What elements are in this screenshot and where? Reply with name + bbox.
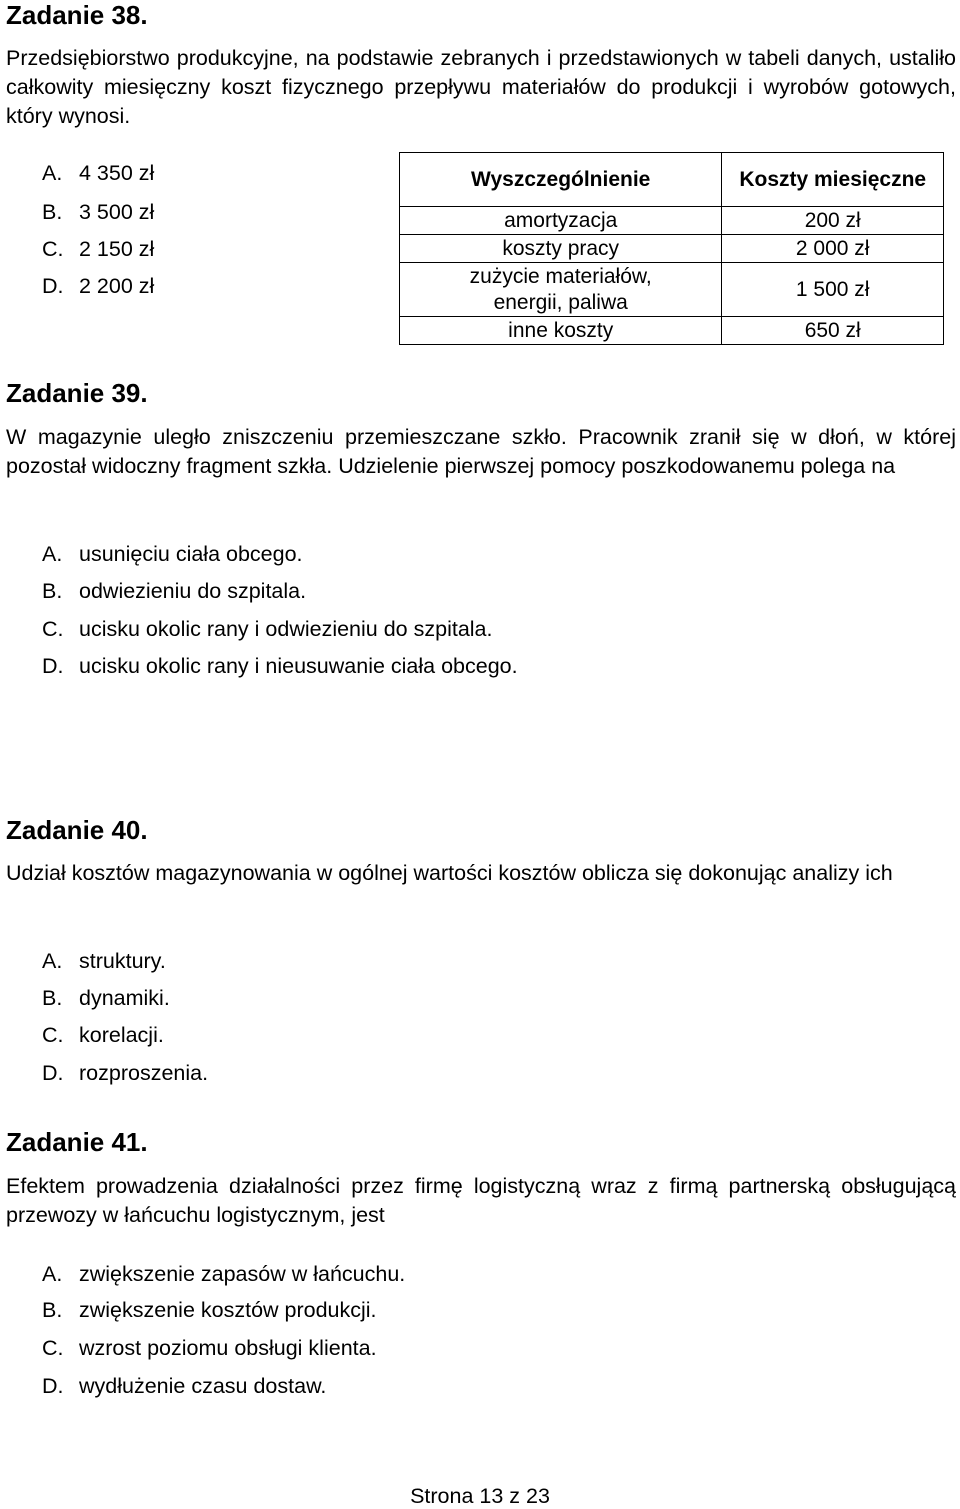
answer-text: 2 150 zł xyxy=(79,237,155,261)
task-38-title: Zadanie 38. xyxy=(6,0,148,30)
task-39-question: W magazynie uległo zniszczeniu przemieszczane szkło. Pracownik zranił się w dłoń, w której pozostał widoczny fragment szkła. Udzielenie pierwszej pomocy poszkodowanemu polega na xyxy=(6,425,956,478)
answer-letter: B. xyxy=(42,986,63,1010)
answer-letter: C. xyxy=(42,237,64,261)
task-40-answer-b xyxy=(42,985,170,1011)
table-row xyxy=(400,317,944,345)
answer-letter: D. xyxy=(42,1061,64,1085)
task-40-question: Udział kosztów magazynowania w ogólnej wartości kosztów oblicza się dokonując analizy ich xyxy=(6,861,893,885)
answer-letter: C. xyxy=(42,1023,64,1047)
table-row xyxy=(400,207,944,235)
task-41-answer-d xyxy=(42,1373,326,1399)
task-40-answer-a xyxy=(42,948,166,974)
table-cell: 1 500 zł xyxy=(722,263,944,317)
table-cell: 650 zł xyxy=(722,317,944,345)
answer-letter: A. xyxy=(42,1262,63,1286)
answer-text: struktury. xyxy=(79,949,166,973)
task-39-answer-d xyxy=(42,653,518,679)
answer-text: 4 350 zł xyxy=(79,161,155,185)
answer-text: dynamiki. xyxy=(79,986,170,1010)
task-41-answer-c xyxy=(42,1335,377,1361)
task-38-answer-d xyxy=(42,273,154,299)
table-header-row xyxy=(400,153,944,207)
answer-text: wydłużenie czasu dostaw. xyxy=(79,1374,327,1398)
costs-table xyxy=(399,152,944,345)
answer-text: 2 200 zł xyxy=(79,274,155,298)
task-39-answer-c xyxy=(42,616,493,642)
task-41-question: Efektem prowadzenia działalności przez firmę logistyczną wraz z firmą partnerską obsługującą przewozy w łańcuchu logistycznym, jest xyxy=(6,1174,956,1227)
answer-letter: C. xyxy=(42,617,64,641)
page-number: Strona 13 z 23 xyxy=(410,1484,550,1508)
task-39-title: Zadanie 39. xyxy=(6,378,148,408)
task-38-answer-b xyxy=(42,199,154,225)
task-41-answer-b xyxy=(42,1297,377,1323)
answer-text: zwiększenie kosztów produkcji. xyxy=(79,1298,377,1322)
table-cell: inne koszty xyxy=(400,317,722,345)
table-cell: zużycie materiałów, energii, paliwa xyxy=(400,263,722,317)
answer-letter: D. xyxy=(42,654,64,678)
task-41-title: Zadanie 41. xyxy=(6,1127,148,1157)
answer-text: korelacji. xyxy=(79,1023,164,1047)
answer-text: 3 500 zł xyxy=(79,200,155,224)
task-38-question: Przedsiębiorstwo produkcyjne, na podstawie zebranych i przedstawionych w tabeli danych, ustaliło całkowity miesięczny koszt fizycznego przepływu materiałów do produkcji i wyrobów gotowych, który wynosi. xyxy=(6,46,956,128)
answer-letter: D. xyxy=(42,1374,64,1398)
answer-letter: A. xyxy=(42,161,63,185)
answer-text: zwiększenie zapasów w łańcuchu. xyxy=(79,1262,406,1286)
task-39-answer-b xyxy=(42,578,306,604)
answer-letter: C. xyxy=(42,1336,64,1360)
table-header-item: Wyszczególnienie xyxy=(400,153,722,207)
task-38-answer-c xyxy=(42,236,154,262)
answer-text: ucisku okolic rany i odwiezieniu do szpitala. xyxy=(79,617,493,641)
table-cell: 2 000 zł xyxy=(722,235,944,263)
answer-letter: B. xyxy=(42,200,63,224)
answer-letter: B. xyxy=(42,579,63,603)
answer-text: odwiezieniu do szpitala. xyxy=(79,579,307,603)
answer-letter: A. xyxy=(42,542,63,566)
task-40-answer-d xyxy=(42,1060,208,1086)
answer-letter: D. xyxy=(42,274,64,298)
task-40-answer-c xyxy=(42,1022,164,1048)
answer-text: usunięciu ciała obcego. xyxy=(79,542,303,566)
task-40-title: Zadanie 40. xyxy=(6,815,148,845)
table-header-costs: Koszty miesięczne xyxy=(722,153,944,207)
task-41-answer-a xyxy=(42,1261,405,1287)
answer-text: rozproszenia. xyxy=(79,1061,209,1085)
answer-letter: B. xyxy=(42,1298,63,1322)
task-38-answer-a xyxy=(42,160,154,186)
table-cell: 200 zł xyxy=(722,207,944,235)
answer-text: wzrost poziomu obsługi klienta. xyxy=(79,1336,377,1360)
task-39-answer-a xyxy=(42,541,303,567)
answer-letter: A. xyxy=(42,949,63,973)
table-row xyxy=(400,235,944,263)
table-cell: koszty pracy xyxy=(400,235,722,263)
answer-text: ucisku okolic rany i nieusuwanie ciała obcego. xyxy=(79,654,518,678)
table-cell: amortyzacja xyxy=(400,207,722,235)
table-row xyxy=(400,263,944,317)
